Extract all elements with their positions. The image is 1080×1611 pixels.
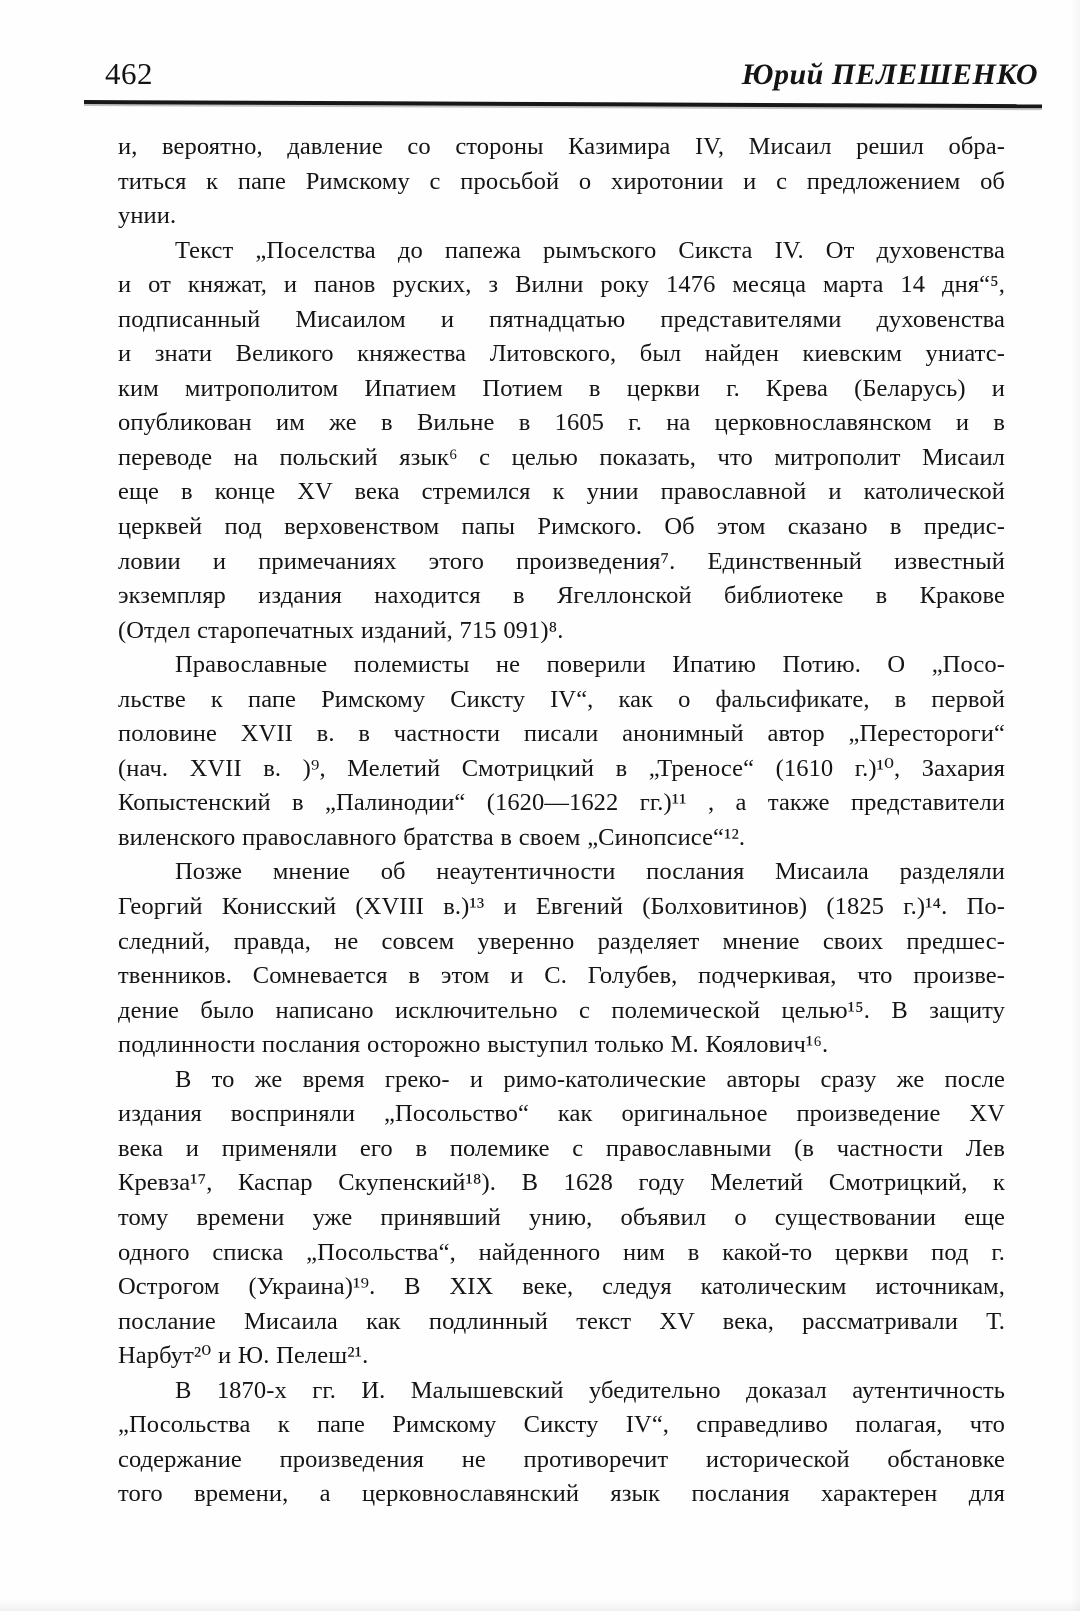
text-line: и, вероятно, давление со стороны Казимира IV, Мисаил решил обра- bbox=[118, 133, 1005, 160]
text-line: ловии и примечаниях этого произведения⁷. Единственный известный bbox=[118, 547, 1005, 575]
text-line: Георгий Конисский (XVIII в.)¹³ и Евгений (Болховитинов) (1825 г.)¹⁴. По- bbox=[118, 893, 1005, 921]
text-line: тому времени уже принявший унию, объявил о существовании еще bbox=[118, 1203, 1005, 1231]
text-line: титься к папе Римскому с просьбой о хиротонии и с предложением об bbox=[118, 167, 1005, 195]
text-line: Копыстенский в „Палинодии“ (1620—1622 гг.)¹¹ , а также представители bbox=[118, 789, 1005, 817]
text-line: одного списка „Посольства“, найденного ним в какой-то церкви под г. bbox=[118, 1238, 1005, 1266]
text-line: следний, правда, не совсем уверенно разделяет мнение своих предшес- bbox=[118, 927, 1005, 955]
text-line: Нарбут²⁰ и Ю. Пелеш²¹. bbox=[118, 1342, 369, 1370]
text-line: В то же время греко- и римо-католические авторы сразу же после bbox=[175, 1065, 1005, 1093]
text-line: „Посольства к папе Римскому Сиксту IV“, справедливо полагая, что bbox=[118, 1411, 1005, 1439]
text-line: ким митрополитом Ипатием Потием в церкви г. Крева (Беларусь) и bbox=[118, 374, 1005, 402]
paragraph bbox=[118, 130, 1005, 234]
scan-edge-shade-bottom bbox=[0, 1599, 1080, 1611]
text-line: (нач. XVII в. )⁹, Мелетий Смотрицкий в „Треносе“ (1610 г.)¹⁰, Захария bbox=[118, 754, 1005, 782]
text-line: переводе на польский язык⁶ с целью показать, что митрополит Мисаил bbox=[118, 443, 1005, 471]
text-line: В 1870-х гг. И. Малышевский убедительно доказал аутентичность bbox=[175, 1376, 1005, 1404]
text-line: Православные полемисты не поверили Ипатию Потию. О „Посо- bbox=[175, 651, 1005, 679]
paragraph bbox=[118, 234, 1005, 649]
text-line: церквей под верховенством папы Римского. Об этом сказано в предис- bbox=[118, 513, 1005, 541]
scan-edge-shade-right bbox=[1070, 0, 1080, 1611]
text-line: твенников. Сомневается в этом и С. Голубев, подчеркивая, что произве- bbox=[118, 962, 1005, 990]
paragraph bbox=[118, 1063, 1005, 1374]
text-line: половине XVII в. в частности писали анонимный автор „Перестороги“ bbox=[118, 720, 1005, 748]
paragraph bbox=[118, 1374, 1005, 1512]
text-line: подписанный Мисаилом и пятнадцатью представителями духовенства bbox=[118, 305, 1005, 333]
page-number: 462 bbox=[105, 56, 153, 91]
text-line: и знати Великого княжества Литовского, был найден киевским униатс- bbox=[118, 340, 1005, 368]
text-line: экземпляр издания находится в Ягеллонской библиотеке в Кракове bbox=[118, 582, 1005, 610]
text-line: льстве к папе Римскому Сиксту IV“, как о фальсификате, в первой bbox=[118, 685, 1005, 713]
text-line: и от княжат, и панов руских, з Вилни року 1476 месяца марта 14 дня“⁵, bbox=[118, 271, 1005, 299]
running-header bbox=[105, 56, 1040, 92]
running-head-author: Юрий ПЕЛЕШЕНКО bbox=[741, 58, 1038, 91]
text-line: Позже мнение об неаутентичности послания Мисаила разделяли bbox=[175, 858, 1005, 886]
text-line: дение было написано исключительно с полемической целью¹⁵. В защиту bbox=[118, 996, 1005, 1024]
text-line: унии. bbox=[118, 202, 177, 230]
paragraph bbox=[118, 855, 1005, 1062]
text-line: опубликован им же в Вильне в 1605 г. на церковнославянском и в bbox=[118, 409, 1005, 437]
text-line: послание Мисаила как подлинный текст XV века, рассматривали Т. bbox=[118, 1307, 1005, 1335]
text-line: еще в конце XV века стремился к унии православной и католической bbox=[118, 478, 1005, 506]
text-line: Кревза¹⁷, Каспар Скупенский¹⁸). В 1628 году Мелетий Смотрицкий, к bbox=[118, 1169, 1005, 1197]
text-line: виленского православного братства в своем „Синопсисе“¹². bbox=[118, 823, 746, 851]
text-line: содержание произведения не противоречит исторической обстановке bbox=[118, 1445, 1005, 1473]
text-line: (Отдел старопечатных изданий, 715 091)⁸. bbox=[118, 616, 564, 644]
text-line: Текст „Поселства до папежа рымъского Сикста IV. От духовенства bbox=[175, 236, 1005, 264]
text-line: подлинности послания осторожно выступил только М. Коялович¹⁶. bbox=[118, 1031, 829, 1059]
text-line: того времени, а церковнославянский язык послания характерен для bbox=[118, 1480, 1005, 1508]
text-line: века и применяли его в полемике с православными (в частности Лев bbox=[118, 1134, 1005, 1162]
text-line: Острогом (Украина)¹⁹. В XIX веке, следуя католическим источникам, bbox=[118, 1273, 1005, 1301]
paragraph bbox=[118, 648, 1005, 855]
page-body bbox=[118, 130, 1005, 1512]
header-rule bbox=[84, 100, 1042, 108]
text-line: издания восприняли „Посольство“ как оригинальное произведение XV bbox=[118, 1100, 1005, 1128]
